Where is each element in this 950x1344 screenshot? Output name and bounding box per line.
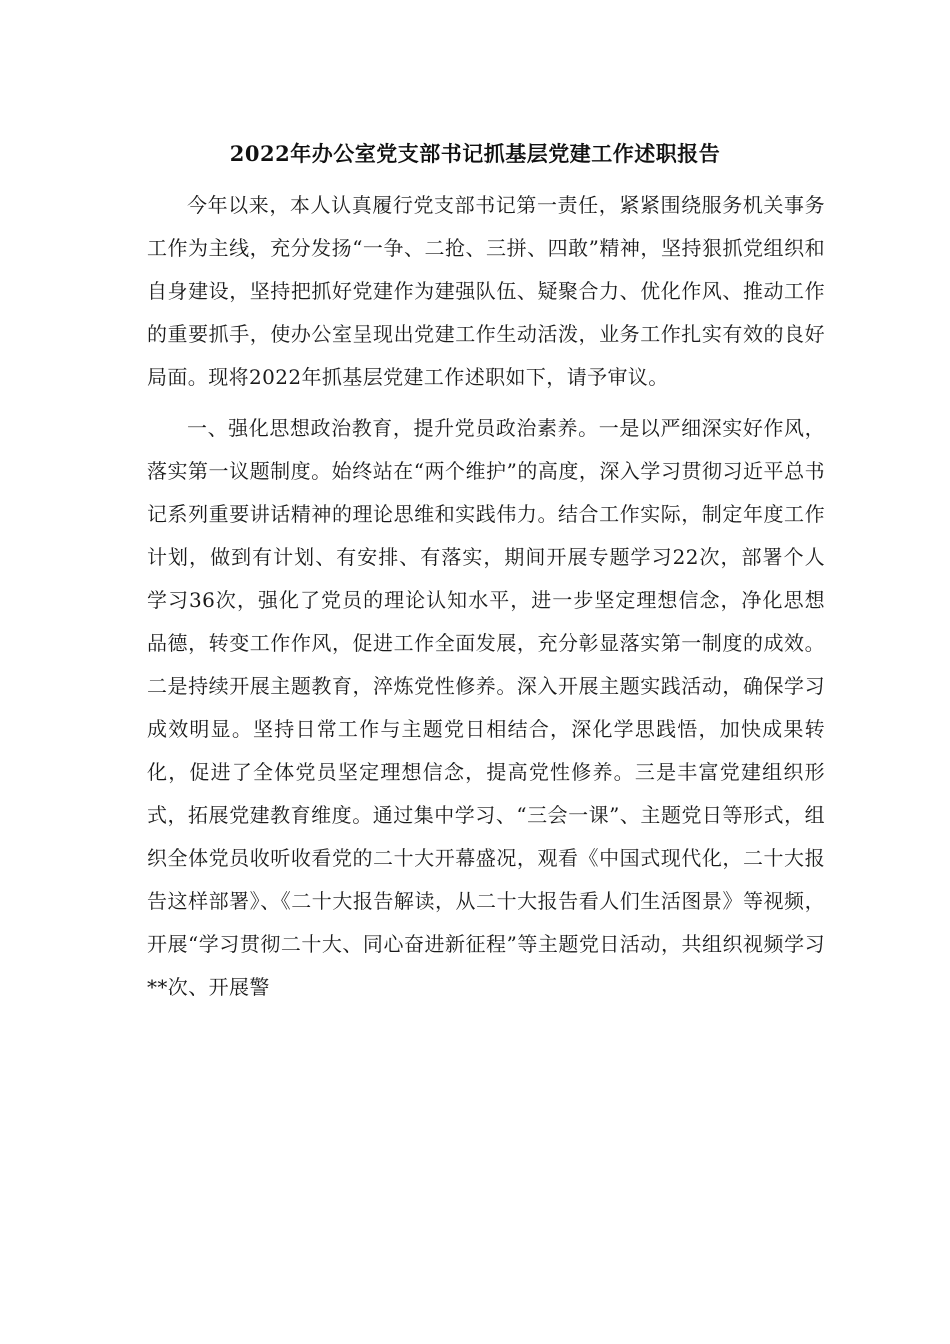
- paragraph-section-1: 一、强化思想政治教育，提升党员政治素养。一是以严细深实好作风，落实第一议题制度。始终站在“两个维护”的高度，深入学习贯彻习近平总书记系列重要讲话精神的理论思维和实践伟力。结合工作实际，制定年度工作计划，做到有计划、有安排、有落实，期间开展专题学习22次，部署个人学习36次，强化了党员的理论认知水平，进一步坚定理想信念，净化思想品德，转变工作作风，促进工作全面发展，充分彰显落实第一制度的成效。二是持续开展主题教育，淬炼党性修养。深入开展主题实践活动，确保学习成效明显。坚持日常工作与主题党日相结合，深化学思践悟，加快成果转化，促进了全体党员坚定理想信念，提高党性修养。三是丰富党建组织形式，拓展党建教育维度。通过集中学习、“三会一课”、主题党日等形式，组织全体党员收听收看党的二十大开幕盛况，观看《中国式现代化，二十大报告这样部署》、《二十大报告解读，从二十大报告看人们生活图景》等视频，开展“学习贯彻二十大、同心奋进新征程”等主题党日活动，共组织视频学习**次、开展警: [147, 416, 825, 999]
- paragraph-intro: 今年以来，本人认真履行党支部书记第一责任，紧紧围绕服务机关事务工作为主线，充分发扬“一争、二抢、三拼、四敢”精神，坚持狠抓党组织和自身建设，坚持把抓好党建作为建强队伍、疑聚合力、优化作风、推动工作的重要抓手，使办公室呈现出党建工作生动活泼，业务工作扎实有效的良好局面。现将2022年抓基层党建工作述职如下，请予审议。: [147, 193, 825, 389]
- document-title: 2022年办公室党支部书记抓基层党建工作述职报告: [229, 141, 721, 166]
- document-body: [147, 184, 825, 1017]
